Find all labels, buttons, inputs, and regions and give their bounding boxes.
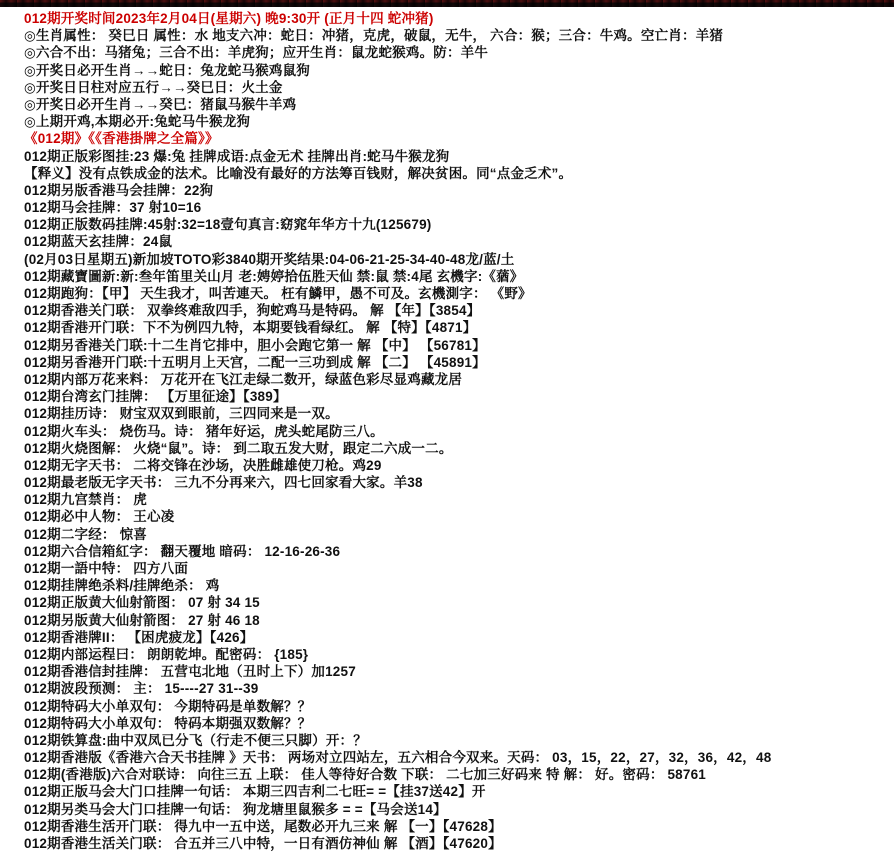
text-line: ◎生肖属性： 癸巳日 属性：水 地支六冲：蛇日：冲猪，克虎，破鼠，无牛， 六合：猴；三合：牛鸡。空亡肖：羊猪 <box>24 28 724 44</box>
text-line: 012期正版彩图挂:23 爆:兔 挂牌成语:点金无术 挂牌出肖:蛇马牛猴龙狗 <box>24 148 450 164</box>
text-line: 012期另香港关门联:十二生肖它排中，胆小会跑它第一 解 【中】 【56781】 <box>24 337 486 353</box>
text-line: 012期香港版《香港六合天书挂牌 》天书： 两场对立四站左，五六相合今双来。天码： 03，15，22，27，32，36，42，48 <box>24 750 772 766</box>
text-line: 012期香港牌II： 【困虎疲龙】【426】 <box>24 629 254 645</box>
text-line: 012期无字天书： 二将交锋在沙场，决胜雌雄使刀枪。鸡29 <box>24 457 382 473</box>
text-line: 012期内部万花来料： 万花开在飞江走绿二数开，绿蓝色彩尽显鸡藏龙居 <box>24 371 463 387</box>
text-line: (02月03日星期五)新加坡TOTO彩3840期开奖结果:04-06-21-25-34-40-48龙/蓝/土 <box>24 251 515 267</box>
text-line: 012期台湾玄门挂牌： 【万里征途】【389】 <box>24 389 287 405</box>
text-line: 012期正版马会大门口挂牌一句话： 本期三四吉利二七旺= =【挂37送42】开 <box>24 784 486 800</box>
text-line: 012期特码大小单双句： 特码本期强双数解？？ <box>24 715 312 731</box>
text-line: 012期香港生活开门联： 得九中一五中送，尾数必开九三来 解 【一】【47628】 <box>24 818 502 834</box>
text-line: 012期六合信箱紅字： 翻天覆地 暗码： 12-16-26-36 <box>24 543 341 559</box>
text-line: 012期铁算盘:曲中双凤已分飞（行走不便三只脚）开：？ <box>24 732 367 748</box>
text-line: 012期藏寶圖新:新:叁年笛里关山月 老:娉婷拾伍胜天仙 禁:鼠 禁:4尾 玄機字:《蕕》 <box>24 268 524 284</box>
text-line: ◎开奖日必开生肖→→蛇日：兔龙蛇马猴鸡鼠狗 <box>24 62 310 78</box>
text-line: 012期另类马会大门口挂牌一句话： 狗龙塘里鼠猴多 = =【马会送14】 <box>24 801 447 817</box>
text-line: ◎上期开鸡,本期必开:兔蛇马牛猴龙狗 <box>24 114 251 130</box>
text-line: 012期挂历诗： 财宝双双到眼前，三四同来是一双。 <box>24 406 339 422</box>
top-border-strip <box>0 0 894 7</box>
text-line: ◎开奖日必开生肖→→癸巳：猪鼠马猴牛羊鸡 <box>24 96 297 112</box>
highlight-text-line: 《012期》《《香港掛牌之全篇》》 <box>24 131 219 147</box>
text-line: 012期九宫禁肖： 虎 <box>24 492 147 508</box>
text-line: 012期香港信封挂牌： 五营屯北地（丑时上下）加1257 <box>24 664 356 680</box>
text-line: 012期火车头： 烧伤马。诗： 猪年好运，虎头蛇尾防三八。 <box>24 423 384 439</box>
text-line: 012期香港生活关门联： 合五并三八中特，一日有酒仿神仙 解 【酒】【47620】 <box>24 836 502 851</box>
text-line: 012期最老版无字天书： 三九不分再来六，四七回家看大家。羊38 <box>24 475 423 491</box>
lottery-tips-content <box>0 7 894 852</box>
text-line: 012期内部运程曰： 朗朗乾坤。配密码： {185} <box>24 646 309 662</box>
text-line: 012期挂牌绝杀料/挂牌绝杀： 鸡 <box>24 578 220 594</box>
text-lines-container <box>24 10 888 852</box>
text-line: 012期马会挂牌：37 射10=16 <box>24 200 202 216</box>
text-line: 012期跑狗：【甲】 天生我才，叫苦連天。 枉有鱗甲，愚不可及。玄機測字： 《野》 <box>24 286 532 301</box>
text-line: 012期波段预测： 主： 15----27 31--39 <box>24 681 259 697</box>
text-line: 012期(香港版)六合对联诗： 向往三五 上联： 佳人等待好合数 下联： 二七加三好码来 特 解： 好。密码： 58761 <box>24 767 707 783</box>
text-line: 012期另版香港马会挂牌：22狗 <box>24 182 214 198</box>
text-line: 012期火烧图解： 火烧“鼠”。诗： 到二取五发大财，跟定二六成一二。 <box>24 440 453 456</box>
text-line: ◎开奖日日柱对应五行→→癸巳日：火土金 <box>24 79 283 95</box>
text-line: 012期正版黄大仙射箭图： 07 射 34 15 <box>24 595 260 611</box>
highlight-text-line: 012期开奖时间2023年2月04日(星期六) 晚9:30开 (正月十四 蛇冲猪) <box>24 11 434 26</box>
text-line: 012期必中人物： 王心凌 <box>24 509 175 525</box>
text-line: 012期蓝天玄挂牌：24鼠 <box>24 234 173 250</box>
text-line: 【释义】没有点铁成金的法术。比喻没有最好的方法筹百钱财，解决贫困。同“点金乏术”。 <box>24 165 573 181</box>
text-line: 012期香港开门联：下不为例四九特，本期要钱看绿红。 解 【特】【4871】 <box>24 320 477 336</box>
text-line: 012期香港关门联： 双拳终难敌四手，狗蛇鸡马是特码。 解 【年】【3854】 <box>24 303 481 319</box>
text-line: 012期正版数码挂牌:45射:32=18壹句真言:窈窕年华方十九(125679) <box>24 217 432 233</box>
text-line: ◎六合不出：马猪兔；三合不出：羊虎狗；应开生肖：鼠龙蛇猴鸡。防：羊牛 <box>24 45 489 61</box>
text-line: 012期一語中特： 四方八面 <box>24 561 189 576</box>
text-line: 012期二字经： 惊喜 <box>24 526 147 542</box>
text-line: 012期另版黄大仙射箭图： 27 射 46 18 <box>24 612 260 628</box>
text-line: 012期特码大小单双句： 今期特码是单数解？？ <box>24 698 312 714</box>
text-line: 012期另香港开门联:十五明月上天宫，二配一三功到成 解 【二】 【45891】 <box>24 354 486 370</box>
